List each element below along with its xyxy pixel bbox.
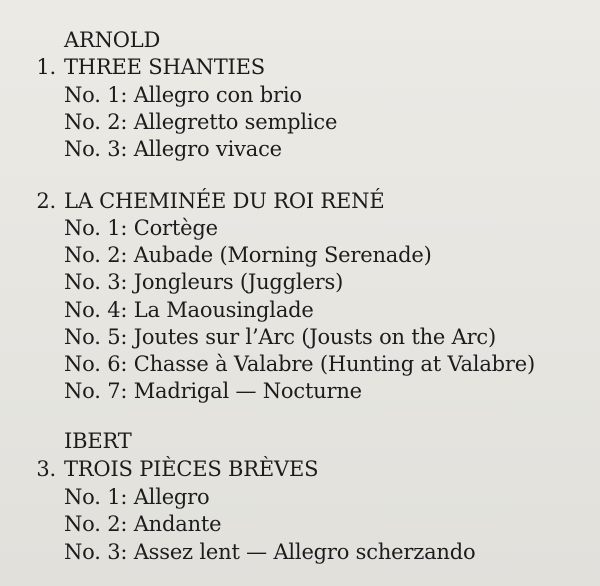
movement-item: No. 2: Allegretto semplice <box>64 110 338 134</box>
movement-item: No. 4: La Maousinglade <box>64 298 314 322</box>
work-title: TROIS PIÈCES BRÈVES <box>64 457 319 481</box>
work-number: 2. <box>36 189 56 213</box>
movement-item: No. 7: Madrigal — Nocturne <box>64 379 362 403</box>
movement-item: No. 3: Assez lent — Allegro scherzando <box>64 540 476 564</box>
work-number: 3. <box>36 457 56 481</box>
movement-item: No. 1: Allegro con brio <box>64 83 302 107</box>
movement-item: No. 6: Chasse à Valabre (Hunting at Valabre) <box>64 352 535 376</box>
movement-item: No. 5: Joutes sur l’Arc (Jousts on the Arc) <box>64 325 496 349</box>
movement-item: No. 3: Jongleurs (Jugglers) <box>64 270 344 294</box>
movement-item: No. 2: Andante <box>64 512 222 536</box>
movement-item: No. 1: Allegro <box>64 485 210 509</box>
composer-heading: IBERT <box>64 429 132 453</box>
work-number: 1. <box>36 55 56 79</box>
movement-item: No. 2: Aubade (Morning Serenade) <box>64 243 432 267</box>
work-title: LA CHEMINÉE DU ROI RENÉ <box>64 189 385 213</box>
composer-heading: ARNOLD <box>64 28 161 52</box>
work-title: THREE SHANTIES <box>64 55 265 79</box>
movement-item: No. 3: Allegro vivace <box>64 137 282 161</box>
movement-item: No. 1: Cortège <box>64 216 218 240</box>
